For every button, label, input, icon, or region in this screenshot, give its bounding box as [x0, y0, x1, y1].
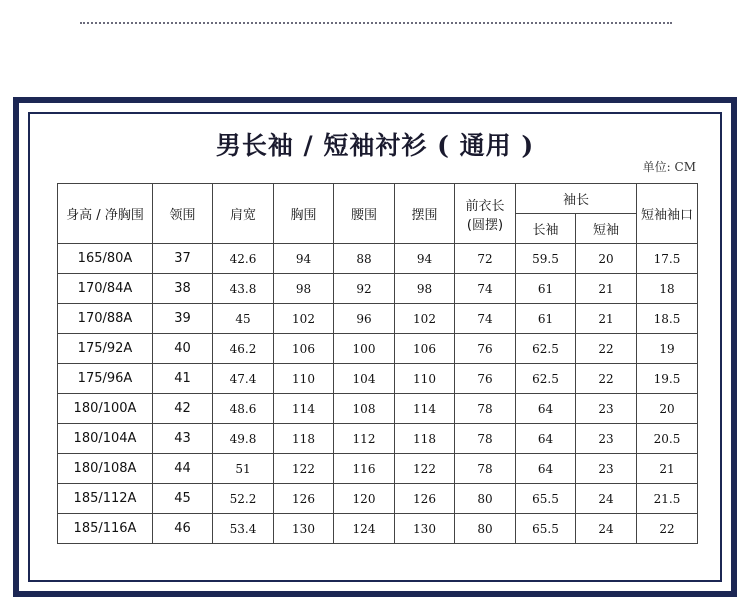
front-length-cell: 80	[455, 514, 516, 544]
header-chest: 胸围	[274, 184, 334, 244]
long-sleeve-cell: 61	[516, 304, 576, 334]
shoulder-cell: 53.4	[213, 514, 274, 544]
size-table	[57, 183, 698, 544]
hem-cell: 118	[395, 424, 455, 454]
header-front-length-note: (圆摆)	[466, 217, 504, 233]
short-sleeve-cell: 20	[576, 244, 637, 274]
header-long-sleeve: 长袖	[516, 214, 576, 244]
header-shoulder: 肩宽	[213, 184, 274, 244]
front-length-cell: 72	[455, 244, 516, 274]
shoulder-cell: 48.6	[213, 394, 274, 424]
waist-cell: 116	[334, 454, 395, 484]
waist-cell: 92	[334, 274, 395, 304]
table-row	[58, 244, 698, 274]
hem-cell: 126	[395, 484, 455, 514]
long-sleeve-cell: 64	[516, 424, 576, 454]
short-sleeve-cell: 23	[576, 424, 637, 454]
chart-title: 男长袖 / 短袖衬衫 ( 通用 )	[215, 131, 535, 160]
short-sleeve-cell: 21	[576, 274, 637, 304]
header-front-length	[455, 184, 516, 244]
waist-cell: 104	[334, 364, 395, 394]
size-cell: 175/92A	[58, 334, 153, 364]
waist-cell: 88	[334, 244, 395, 274]
short-sleeve-cell: 23	[576, 454, 637, 484]
table-row	[58, 514, 698, 544]
neck-cell: 45	[153, 484, 213, 514]
waist-cell: 100	[334, 334, 395, 364]
front-length-cell: 74	[455, 274, 516, 304]
waist-cell: 112	[334, 424, 395, 454]
front-length-cell: 78	[455, 394, 516, 424]
size-cell: 180/100A	[58, 394, 153, 424]
chest-cell: 130	[274, 514, 334, 544]
short-cuff-cell: 19	[637, 334, 698, 364]
size-cell: 180/104A	[58, 424, 153, 454]
short-sleeve-cell: 21	[576, 304, 637, 334]
header-sleeve: 袖长	[516, 184, 637, 214]
waist-cell: 120	[334, 484, 395, 514]
chest-cell: 114	[274, 394, 334, 424]
size-cell: 170/84A	[58, 274, 153, 304]
short-sleeve-cell: 22	[576, 364, 637, 394]
table-row	[58, 394, 698, 424]
neck-cell: 37	[153, 244, 213, 274]
short-sleeve-cell: 23	[576, 394, 637, 424]
header-short-sleeve: 短袖	[576, 214, 637, 244]
front-length-cell: 78	[455, 424, 516, 454]
short-sleeve-cell: 22	[576, 334, 637, 364]
waist-cell: 108	[334, 394, 395, 424]
table-row	[58, 484, 698, 514]
header-neck: 领围	[153, 184, 213, 244]
chest-cell: 94	[274, 244, 334, 274]
neck-cell: 39	[153, 304, 213, 334]
shoulder-cell: 49.8	[213, 424, 274, 454]
shoulder-cell: 47.4	[213, 364, 274, 394]
header-front-length-label: 前衣长	[465, 198, 505, 214]
long-sleeve-cell: 62.5	[516, 364, 576, 394]
table-row	[58, 454, 698, 484]
header-waist: 腰围	[334, 184, 395, 244]
header-short-cuff: 短袖袖口	[637, 184, 698, 244]
header-size: 身高 / 净胸围	[58, 184, 153, 244]
hem-cell: 114	[395, 394, 455, 424]
hem-cell: 110	[395, 364, 455, 394]
header-row-top	[58, 184, 698, 214]
unit-label: 单位: CM	[642, 160, 696, 174]
short-cuff-cell: 22	[637, 514, 698, 544]
size-cell: 170/88A	[58, 304, 153, 334]
hem-cell: 102	[395, 304, 455, 334]
short-cuff-cell: 18	[637, 274, 698, 304]
short-sleeve-cell: 24	[576, 484, 637, 514]
short-cuff-cell: 20.5	[637, 424, 698, 454]
size-table-body	[58, 244, 698, 544]
shoulder-cell: 46.2	[213, 334, 274, 364]
table-row	[58, 334, 698, 364]
top-dotted-divider	[80, 22, 672, 24]
hem-cell: 94	[395, 244, 455, 274]
neck-cell: 42	[153, 394, 213, 424]
neck-cell: 43	[153, 424, 213, 454]
shoulder-cell: 42.6	[213, 244, 274, 274]
long-sleeve-cell: 65.5	[516, 484, 576, 514]
hem-cell: 130	[395, 514, 455, 544]
front-length-cell: 76	[455, 334, 516, 364]
chest-cell: 102	[274, 304, 334, 334]
table-row	[58, 304, 698, 334]
hem-cell: 106	[395, 334, 455, 364]
long-sleeve-cell: 65.5	[516, 514, 576, 544]
table-row	[58, 424, 698, 454]
front-length-cell: 78	[455, 454, 516, 484]
table-row	[58, 364, 698, 394]
neck-cell: 40	[153, 334, 213, 364]
size-cell: 185/112A	[58, 484, 153, 514]
short-cuff-cell: 20	[637, 394, 698, 424]
long-sleeve-cell: 64	[516, 394, 576, 424]
front-length-cell: 76	[455, 364, 516, 394]
chest-cell: 110	[274, 364, 334, 394]
hem-cell: 122	[395, 454, 455, 484]
shoulder-cell: 43.8	[213, 274, 274, 304]
long-sleeve-cell: 61	[516, 274, 576, 304]
size-cell: 175/96A	[58, 364, 153, 394]
hem-cell: 98	[395, 274, 455, 304]
chest-cell: 106	[274, 334, 334, 364]
short-sleeve-cell: 24	[576, 514, 637, 544]
short-cuff-cell: 21	[637, 454, 698, 484]
waist-cell: 124	[334, 514, 395, 544]
shoulder-cell: 45	[213, 304, 274, 334]
neck-cell: 44	[153, 454, 213, 484]
size-cell: 165/80A	[58, 244, 153, 274]
header-hem: 摆围	[395, 184, 455, 244]
chest-cell: 126	[274, 484, 334, 514]
short-cuff-cell: 19.5	[637, 364, 698, 394]
size-cell: 185/116A	[58, 514, 153, 544]
table-row	[58, 274, 698, 304]
short-cuff-cell: 21.5	[637, 484, 698, 514]
neck-cell: 46	[153, 514, 213, 544]
long-sleeve-cell: 59.5	[516, 244, 576, 274]
front-length-cell: 74	[455, 304, 516, 334]
short-cuff-cell: 17.5	[637, 244, 698, 274]
waist-cell: 96	[334, 304, 395, 334]
neck-cell: 38	[153, 274, 213, 304]
neck-cell: 41	[153, 364, 213, 394]
shoulder-cell: 52.2	[213, 484, 274, 514]
shoulder-cell: 51	[213, 454, 274, 484]
chest-cell: 98	[274, 274, 334, 304]
chest-cell: 118	[274, 424, 334, 454]
long-sleeve-cell: 64	[516, 454, 576, 484]
long-sleeve-cell: 62.5	[516, 334, 576, 364]
size-cell: 180/108A	[58, 454, 153, 484]
chest-cell: 122	[274, 454, 334, 484]
short-cuff-cell: 18.5	[637, 304, 698, 334]
front-length-cell: 80	[455, 484, 516, 514]
